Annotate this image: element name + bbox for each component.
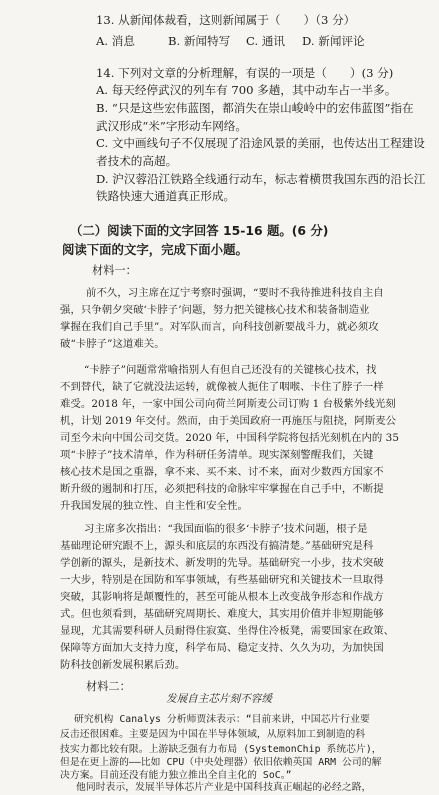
paragraph-line: 难受。2018 年，一家中国公司向荷兰阿斯麦公司订购 1 台极紫外线光刻 (60, 398, 396, 410)
section-instruction: 阅读下面的文字，完成下面小题。 (62, 242, 248, 257)
q14-option-d-line2: 铁路快速大通道真正形成。 (96, 189, 236, 203)
paragraph-line: 防科技创新发展积累后劲。 (60, 659, 186, 671)
q13-option-b[interactable]: B. 新闻特写 (168, 34, 231, 48)
paragraph-line: 但是在更上游的——比如 CPU（中央处理器）依旧依赖英国 ARM 公司的解 (60, 757, 382, 768)
paragraph-line: 突破，其影响将是颠覆性的，甚至可能从根本上改变战争形态和作战方 (60, 591, 384, 603)
paragraph-line: 前不久，习主席在辽宁考察时强调，“要时不我待推进科技自主自 (86, 287, 384, 299)
q14-option-a[interactable]: A. 每天经停武汉的列车有 700 多趟，其中动车占一半多。 (96, 83, 397, 97)
paragraph-line: 他同时表示，发展半导体芯片产业是中国科技真正崛起的必经之路， (76, 782, 372, 793)
q14-option-c-line1[interactable]: C. 文中画线句子不仅展现了沿途风景的美丽，也传达出工程建设 (96, 136, 425, 150)
paragraph-line: 升我国发展的独立性、自主性和安全性。 (60, 500, 248, 512)
paragraph-line: 强，只争朝夕突破‘卡脖子’问题，努力把关键核心技术和装备制造业 (60, 304, 370, 316)
paragraph-line: 不到替代，缺了它就没法运转，就像被人扼住了咽喉、卡住了脖子一样 (60, 381, 384, 393)
q13-options (96, 34, 365, 48)
section-heading: （二）阅读下面的文字回答 15-16 题。(6 分) (70, 223, 329, 238)
q14-stem: 14. 下列对文章的分析理解，有误的一项是（ ）(3 分) (96, 66, 394, 80)
paragraph-line: 掌握在我们自己手里”。对军队而言，向科技创新要战斗力，就必须攻 (60, 321, 379, 333)
paragraph-line: 显现，尤其需要科研人员耐得住寂寞、坐得住冷板凳，需要国家在政策、 (60, 625, 395, 637)
paragraph-line: 项“卡脖子”技术清单，作为科研任务清单。现实深刻警醒我们，关键 (60, 449, 374, 461)
paragraph-line: 一大步，特别是在国防和军事领域，有些基础研究和关键技术一旦取得 (60, 574, 384, 586)
paragraph-line: 破“卡脖子”这道难关。 (60, 338, 165, 350)
q14-option-d-line1[interactable]: D. 沪汉蓉沿江铁路全线通行动车，标志着横贯我国东西的沿长江 (96, 172, 426, 186)
paragraph-line: 研究机构 Canalys 分析师贾沫表示：“目前来讲，中国芯片行业要 (74, 714, 370, 725)
q14-option-c-line2: 者技术的高超。 (96, 154, 178, 168)
q14-option-b-line1[interactable]: B. “只是这些宏伟蓝图，都消失在崇山峻岭中的宏伟蓝图”指在 (96, 101, 414, 115)
paragraph-line: 基础理论研究跟不上，源头和底层的东西没有搞清楚。”基础研究是科 (60, 540, 374, 552)
q13-stem: 13. 从新闻体裁看，这则新闻属于（ ）（3 分） (96, 13, 356, 27)
material1-label: 材料一： (92, 264, 137, 277)
q13-option-c[interactable]: C. 通讯 (246, 34, 286, 48)
paragraph-line: 式。但也须看到，基础研究周期长、难度大，其实用价值并非短期能够 (60, 608, 384, 620)
paragraph-line: “卡脖子”问题常常喻指别人有但自己还没有的关键核心技术，找 (84, 364, 377, 376)
material2-label: 材料二： (86, 680, 131, 693)
q13-option-a[interactable]: A. 消息 (96, 34, 135, 48)
paragraph-line: 断升级的遏制和打压，必须把科技的命脉牢牢掌握在自己手中，不断提 (60, 483, 384, 495)
q14-option-b-line2: 武汉形成“米”字形动车网络。 (96, 119, 247, 133)
paragraph-line: 反击还很困难。主要是因为中国在半导体领域，从原料加工到制造的科 (60, 729, 366, 740)
paragraph-line: 决方案。目前还没有能力独立推出全自主化的 SoC。” (60, 770, 292, 781)
paragraph-line: 司至今未向中国公司交货。2020 年，中国科学院将包括光刻机在内的 35 (60, 432, 400, 444)
material2-title: 发展自主芯片刻不容缓 (166, 693, 272, 705)
paragraph-line: 保障等方面加大支持力度，科学布局、稳定支持、久久为功，为加快国 (60, 642, 384, 654)
paragraph-line: 技实力都比较有限。上游缺乏强有力布局 (SystemonChip 系统芯片)， (60, 744, 382, 755)
paragraph-line: 机，计划 2019 年交付。然而，由于美国政府一再施压与阻挠，阿斯麦公 (60, 415, 397, 427)
q13-option-d[interactable]: D. 新闻评论 (302, 34, 365, 48)
paragraph-line: 核心技术是国之重器，拿不来、买不来、讨不来，面对少数西方国家不 (60, 466, 384, 478)
paragraph-line: 习主席多次指出：“我国面临的很多‘卡脖子’技术问题，根子是 (84, 523, 368, 535)
paragraph-line: 学创新的源头，是新技术、新发明的先导。基础研究一小步，技术突破 (60, 557, 384, 569)
